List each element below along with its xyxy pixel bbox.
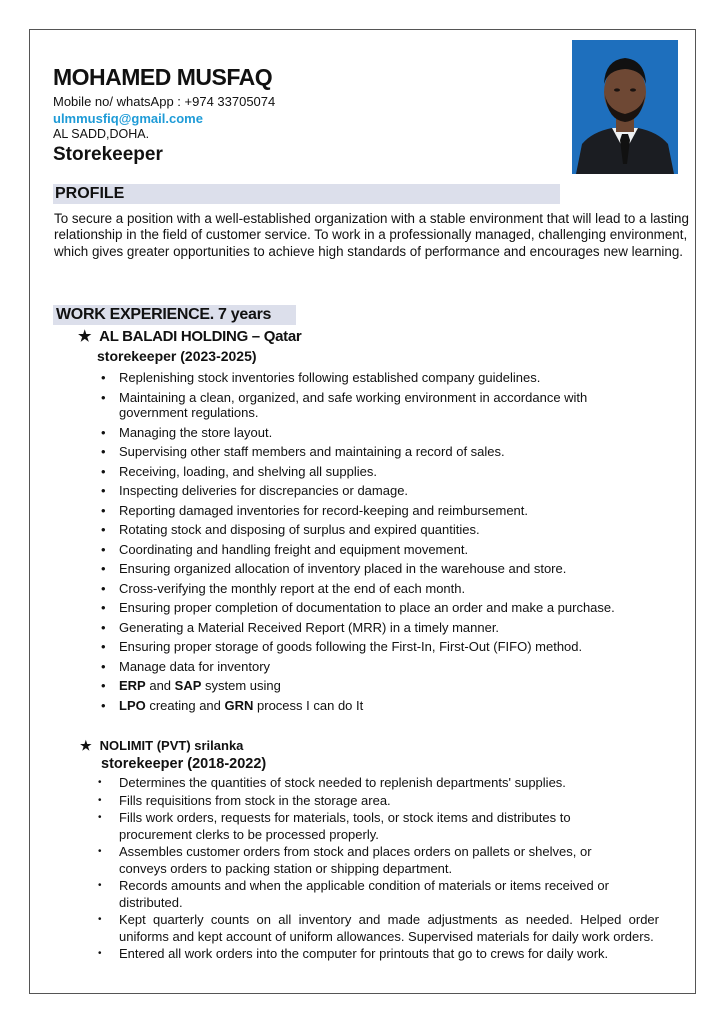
address: AL SADD,DOHA.	[53, 127, 150, 141]
star-icon: ★	[78, 328, 92, 345]
duty-list-al-baladi	[119, 370, 679, 717]
list-item: • Reporting damaged inventories for record-keeping and reimbursement.	[119, 503, 679, 519]
profile-heading: PROFILE	[55, 185, 125, 202]
person-portrait-icon	[572, 40, 678, 174]
list-item: • Replenishing stock inventories following established company guidelines.	[119, 370, 679, 386]
list-item: • Managing the store layout.	[119, 425, 679, 441]
list-item: • Determines the quantities of stock needed to replenish departments' supplies.	[119, 775, 659, 792]
list-item: • Rotating stock and disposing of surplus and expired quantities.	[119, 522, 679, 538]
list-item: • Cross-verifying the monthly report at the end of each month.	[119, 581, 679, 597]
candidate-name: MOHAMED MUSFAQ	[53, 64, 273, 90]
list-item: • Ensuring organized allocation of inventory placed in the warehouse and store.	[119, 561, 679, 577]
profile-summary: To secure a position with a well-established organization with a stable environment that will lead to a lasting relationship in the field of customer service. To work in a professionally managed, challenging environment, which gives greater opportunities to achieve high standards of performance and encourages new learning.	[54, 211, 689, 259]
job-position: storekeeper (2023-2025)	[97, 348, 257, 364]
list-item: • Assembles customer orders from stock and places orders on pallets or shelves, or conveys orders to packing station or shipping department.	[119, 844, 639, 877]
work-experience-heading: WORK EXPERIENCE. 7 years	[56, 306, 272, 323]
list-item: • Inspecting deliveries for discrepancies or damage.	[119, 483, 679, 499]
phone-number: Mobile no/ whatsApp : +974 33705074	[53, 94, 276, 109]
company-nolimit	[80, 738, 243, 754]
list-item: • Receiving, loading, and shelving all supplies.	[119, 464, 679, 480]
job-title: Storekeeper	[53, 144, 163, 165]
list-item-lpo: • LPO creating and GRN process I can do It	[119, 698, 679, 714]
list-item: • Supervising other staff members and maintaining a record of sales.	[119, 444, 679, 460]
list-item: • Entered all work orders into the computer for printouts that go to crews for daily work.	[119, 946, 679, 963]
list-item: • Kept quarterly counts on all inventory and made adjustments as needed. Helped order uniforms and kept account of uniform allowances. Supervised materials for daily work orders.	[119, 912, 659, 945]
list-item: • Fills work orders, requests for materials, tools, or stock items and distributes to procurement clerks to be processed properly.	[119, 810, 599, 843]
list-item: • Maintaining a clean, organized, and safe working environment in accordance with government regulations.	[119, 390, 599, 421]
list-item: • Coordinating and handling freight and equipment movement.	[119, 542, 679, 558]
list-item: • Ensuring proper completion of documentation to place an order and make a purchase.	[119, 600, 679, 616]
company-name: NOLIMIT (PVT) srilanka	[99, 738, 244, 753]
duty-list-nolimit	[119, 775, 659, 964]
list-item: • Records amounts and when the applicable condition of materials or items received or distributed.	[119, 878, 639, 911]
list-item: • Fills requisitions from stock in the storage area.	[119, 793, 659, 810]
list-item: • Manage data for inventory	[119, 659, 679, 675]
list-item-erp: • ERP and SAP system using	[119, 678, 679, 694]
company-name: AL BALADI HOLDING – Qatar	[99, 328, 302, 345]
list-item: • Generating a Material Received Report (MRR) in a timely manner.	[119, 620, 679, 636]
profile-heading-bar	[53, 184, 560, 204]
profile-photo	[572, 40, 678, 174]
company-al-baladi	[78, 327, 301, 345]
job-position: storekeeper (2018-2022)	[101, 756, 267, 772]
star-icon: ★	[80, 738, 92, 753]
list-item: • Ensuring proper storage of goods following the First-In, First-Out (FIFO) method.	[119, 639, 679, 655]
email-address[interactable]: ulmmusfiq@gmail.come	[53, 111, 203, 126]
